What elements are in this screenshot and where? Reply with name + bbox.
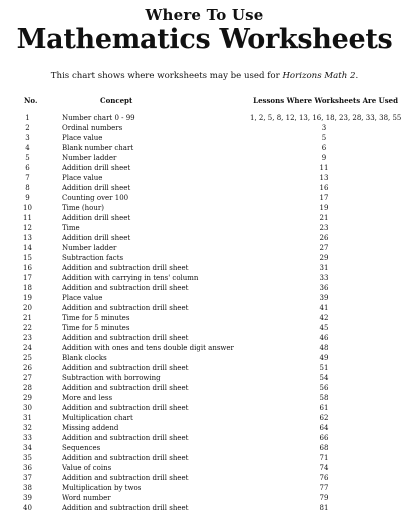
table-row: [0, 453, 409, 463]
row-number: 28: [23, 384, 32, 392]
table-row: [0, 463, 409, 473]
row-lessons: 31: [319, 264, 329, 272]
row-concept: Missing addend: [62, 424, 119, 432]
table-row: [0, 313, 409, 323]
row-lessons: 54: [319, 374, 329, 382]
row-lessons: 19: [319, 204, 329, 212]
row-lessons: 33: [319, 274, 329, 282]
table-row: [0, 423, 409, 433]
table-row: [0, 413, 409, 423]
row-concept: Blank clocks: [62, 354, 107, 362]
row-concept: Addition drill sheet: [62, 234, 131, 242]
row-concept: Blank number chart: [62, 144, 134, 152]
row-lessons: 9: [321, 154, 327, 162]
row-lessons: 62: [319, 414, 329, 422]
row-concept: Place value: [62, 174, 103, 182]
row-lessons: 1, 2, 5, 8, 12, 13, 16, 18, 23, 28, 33, 38, 55: [250, 114, 402, 122]
row-number: 19: [23, 294, 32, 302]
table-row: [0, 123, 409, 133]
table-row: [0, 193, 409, 203]
worksheet-table: [0, 113, 409, 513]
table-row: [0, 273, 409, 283]
row-concept: Time (hour): [62, 204, 104, 212]
table-row: [0, 203, 409, 213]
row-concept: Addition and subtraction drill sheet: [62, 334, 189, 342]
row-number: 38: [23, 484, 32, 492]
row-concept: Addition drill sheet: [62, 184, 131, 192]
table-row: [0, 153, 409, 163]
row-lessons: 6: [321, 144, 327, 152]
row-number: 29: [23, 394, 32, 402]
row-lessons: 23: [319, 224, 329, 232]
table-row: [0, 133, 409, 143]
row-concept: Addition and subtraction drill sheet: [62, 434, 189, 442]
row-number: 37: [23, 474, 32, 482]
page-title: Mathematics Worksheets: [16, 24, 393, 55]
row-lessons: 66: [319, 434, 329, 442]
row-lessons: 79: [319, 494, 329, 502]
row-number: 10: [23, 204, 32, 212]
row-concept: More and less: [62, 394, 113, 402]
row-lessons: 5: [321, 134, 327, 142]
row-concept: Addition and subtraction drill sheet: [62, 304, 189, 312]
table-row: [0, 303, 409, 313]
table-row: [0, 223, 409, 233]
table-row: [0, 493, 409, 503]
row-concept: Value of coins: [62, 464, 112, 472]
row-concept: Time for 5 minutes: [62, 314, 130, 322]
row-concept: Place value: [62, 134, 103, 142]
row-concept: Word number: [62, 494, 111, 502]
table-row: [0, 243, 409, 253]
row-lessons: 48: [319, 344, 329, 352]
row-concept: Addition drill sheet: [62, 164, 131, 172]
row-concept: Addition with ones and tens double digit answer: [62, 344, 234, 352]
table-row: [0, 163, 409, 173]
row-concept: Time for 5 minutes: [62, 324, 130, 332]
row-lessons: 3: [321, 124, 327, 132]
row-number: 25: [23, 354, 32, 362]
row-concept: Addition and subtraction drill sheet: [62, 504, 189, 512]
table-row: [0, 403, 409, 413]
row-concept: Ordinal numbers: [62, 124, 123, 132]
row-lessons: 13: [319, 174, 329, 182]
row-lessons: 39: [319, 294, 329, 302]
table-row: [0, 433, 409, 443]
row-lessons: 49: [319, 354, 329, 362]
row-number: 31: [23, 414, 32, 422]
table-row: [0, 293, 409, 303]
row-lessons: 42: [319, 314, 329, 322]
row-lessons: 29: [319, 254, 329, 262]
row-lessons: 64: [319, 424, 329, 432]
row-number: 9: [25, 194, 30, 202]
row-number: 30: [23, 404, 32, 412]
row-number: 18: [23, 284, 32, 292]
row-concept: Multiplication by twos: [62, 484, 142, 492]
row-number: 39: [23, 494, 32, 502]
table-row: [0, 503, 409, 513]
row-lessons: 74: [319, 464, 329, 472]
row-number: 14: [23, 244, 32, 252]
table-header: [0, 96, 409, 106]
row-concept: Subtraction facts: [62, 254, 124, 262]
row-number: 8: [25, 184, 30, 192]
row-lessons: 81: [319, 504, 329, 512]
row-concept: Addition and subtraction drill sheet: [62, 284, 189, 292]
intro-prefix: This chart shows where worksheets may be used for: [50, 71, 283, 81]
row-concept: Number ladder: [62, 244, 117, 252]
table-row: [0, 233, 409, 243]
row-number: 26: [23, 364, 32, 372]
page-subtitle: Where To Use: [145, 6, 264, 24]
table-row: [0, 473, 409, 483]
row-number: 6: [25, 164, 30, 172]
row-number: 32: [23, 424, 32, 432]
row-concept: Addition and subtraction drill sheet: [62, 264, 189, 272]
table-row: [0, 173, 409, 183]
row-number: 12: [23, 224, 32, 232]
row-number: 36: [23, 464, 32, 472]
row-lessons: 71: [319, 454, 329, 462]
table-row: [0, 213, 409, 223]
row-lessons: 56: [319, 384, 329, 392]
table-row: [0, 333, 409, 343]
row-concept: Sequences: [62, 444, 101, 452]
row-lessons: 45: [319, 324, 329, 332]
intro-book-title: Horizons Math 2: [282, 71, 356, 81]
row-number: 16: [23, 264, 32, 272]
row-lessons: 36: [319, 284, 329, 292]
row-number: 35: [23, 454, 32, 462]
row-concept: Addition with carrying in tens' column: [62, 274, 199, 282]
table-row: [0, 353, 409, 363]
row-number: 11: [23, 214, 32, 222]
table-row: [0, 343, 409, 353]
table-row: [0, 443, 409, 453]
table-row: [0, 253, 409, 263]
column-header-concept: Concept: [100, 96, 133, 105]
table-row: [0, 283, 409, 293]
table-row: [0, 143, 409, 153]
row-lessons: 76: [319, 474, 329, 482]
row-number: 4: [25, 144, 30, 152]
column-header-lessons: Lessons Where Worksheets Are Used: [253, 96, 398, 105]
table-row: [0, 113, 409, 123]
table-row: [0, 383, 409, 393]
row-lessons: 58: [319, 394, 329, 402]
table-row: [0, 363, 409, 373]
row-concept: Addition and subtraction drill sheet: [62, 454, 189, 462]
table-row: [0, 323, 409, 333]
row-lessons: 51: [319, 364, 329, 372]
intro-suffix: .: [355, 71, 359, 81]
row-lessons: 61: [319, 404, 329, 412]
row-concept: Time: [62, 224, 80, 232]
table-row: [0, 393, 409, 403]
row-lessons: 27: [319, 244, 329, 252]
row-concept: Number ladder: [62, 154, 117, 162]
table-row: [0, 483, 409, 493]
row-number: 23: [23, 334, 32, 342]
row-concept: Place value: [62, 294, 103, 302]
row-lessons: 46: [319, 334, 329, 342]
row-concept: Addition and subtraction drill sheet: [62, 364, 189, 372]
row-lessons: 41: [319, 304, 329, 312]
row-concept: Addition and subtraction drill sheet: [62, 474, 189, 482]
row-number: 33: [23, 434, 32, 442]
row-number: 5: [25, 154, 30, 162]
row-lessons: 77: [319, 484, 329, 492]
table-row: [0, 183, 409, 193]
row-number: 1: [25, 114, 30, 122]
row-concept: Multiplication chart: [62, 414, 133, 422]
row-lessons: 16: [319, 184, 329, 192]
row-number: 22: [23, 324, 32, 332]
row-number: 34: [23, 444, 32, 452]
row-lessons: 68: [319, 444, 329, 452]
intro-text: [0, 71, 409, 81]
row-lessons: 26: [319, 234, 329, 242]
row-concept: Subtraction with borrowing: [62, 374, 161, 382]
table-row: [0, 263, 409, 273]
row-concept: Addition and subtraction drill sheet: [62, 384, 189, 392]
row-number: 24: [23, 344, 32, 352]
row-number: 2: [25, 124, 30, 132]
row-number: 40: [23, 504, 32, 512]
row-concept: Number chart 0 - 99: [62, 114, 135, 122]
row-number: 20: [23, 304, 32, 312]
row-lessons: 21: [319, 214, 329, 222]
row-number: 17: [23, 274, 32, 282]
row-number: 15: [23, 254, 32, 262]
row-number: 3: [25, 134, 30, 142]
row-number: 27: [23, 374, 32, 382]
row-number: 13: [23, 234, 32, 242]
row-number: 7: [25, 174, 30, 182]
table-row: [0, 373, 409, 383]
row-concept: Addition and subtraction drill sheet: [62, 404, 189, 412]
row-lessons: 17: [319, 194, 329, 202]
row-lessons: 11: [319, 164, 329, 172]
column-header-no: No.: [24, 96, 38, 105]
row-number: 21: [23, 314, 32, 322]
row-concept: Counting over 100: [62, 194, 129, 202]
row-concept: Addition drill sheet: [62, 214, 131, 222]
